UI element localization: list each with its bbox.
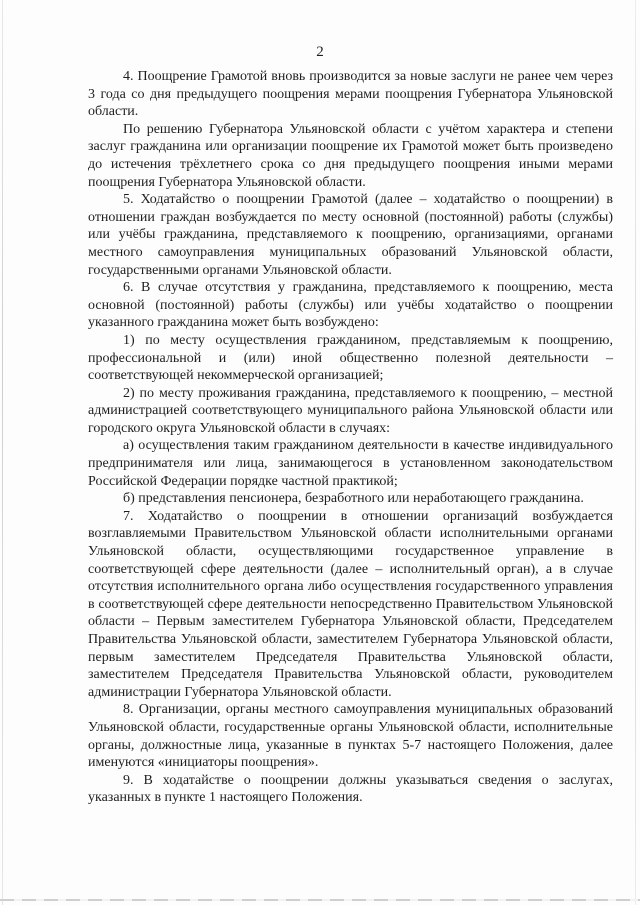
document-body <box>88 68 613 807</box>
scan-bottom-edge <box>0 899 640 901</box>
paragraph-6: 6. В случае отсутствия у гражданина, представляемого к поощрению, места основной (постоянной) работы (службы) или учёбы ходатайство о поощрении указанного гражданина может быть возбуждено: <box>88 280 613 331</box>
paragraph-4: 4. Поощрение Грамотой вновь производится за новые заслуги не ранее чем через 3 года со дня предыдущего поощрения мерами поощрения Губернатора Ульяновской области. <box>88 69 613 120</box>
paragraph-4-continued: По решению Губернатора Ульяновской области с учётом характера и степени заслуг гражданина или организации поощрение их Грамотой может быть произведено до истечения трёхлетнего срока со дня предыдущего поощрения иными мерами поощрения Губернатора Ульяновской области. <box>88 121 613 190</box>
scan-edge-left <box>2 0 3 905</box>
paragraph-6-item-2a: а) осуществления таким гражданином деятельности в качестве индивидуального предпринимателя или лица, занимающегося в установленном законодательством Российской Федерации порядке частной практикой; <box>88 438 613 489</box>
paragraph-6-item-1: 1) по месту осуществления гражданином, представляемым к поощрению, профессиональной и (или) иной общественно полезной деятельности – соответствующей некоммерческой организацией; <box>88 332 613 384</box>
page-number: 2 <box>316 44 324 60</box>
paragraph-6-item-2b: б) представления пенсионера, безработного или неработающего гражданина. <box>123 491 584 507</box>
paragraph-5: 5. Ходатайство о поощрении Грамотой (далее – ходатайство о поощрении) в отношении граждан возбуждается по месту основной (постоянной) работы (службы) или учёбы гражданина, представляемого к поощрению, организациями, органами местного самоуправления муниципальных образований Ульяновской области, государственными органами Ульяновской области. <box>88 192 613 278</box>
paragraph-7: 7. Ходатайство о поощрении в отношении организаций возбуждается возглавляемыми Правительством Ульяновской области исполнительными органами Ульяновской области, осуществляющими государственное управление в соответствующей сфере деятельности (далее – исполнительный орган), а в случае отсутствия исполнительного органа либо осуществления государственного управления в соответствующей сфере деятельности непосредственно Правительством Ульяновской области – Первым заместителем Губернатора Ульяновской области, Председателем Правительства Ульяновской области, заместителем Губернатора Ульяновской области, первым заместителем Председателя Правительства Ульяновской области, заместителем Председателя Правительства Ульяновской области, руководителем администрации Губернатора Ульяновской области. <box>88 508 613 700</box>
paragraph-6-item-2: 2) по месту проживания гражданина, представляемого к поощрению, – местной администрацией соответствующего муниципального района Ульяновской области или городского округа Ульяновской области в случаях: <box>88 385 613 436</box>
paragraph-9: 9. В ходатайстве о поощрении должны указываться сведения о заслугах, указанных в пункте 1 настоящего Положения. <box>88 772 613 806</box>
scan-edge-right <box>635 0 636 905</box>
paragraph-8: 8. Организации, органы местного самоуправления муниципальных образований Ульяновской области, государственные органы Ульяновской области, исполнительные органы, должностные лица, указанные в пунктах 5-7 настоящего Положения, далее именуются «инициаторы поощрения». <box>88 702 613 771</box>
